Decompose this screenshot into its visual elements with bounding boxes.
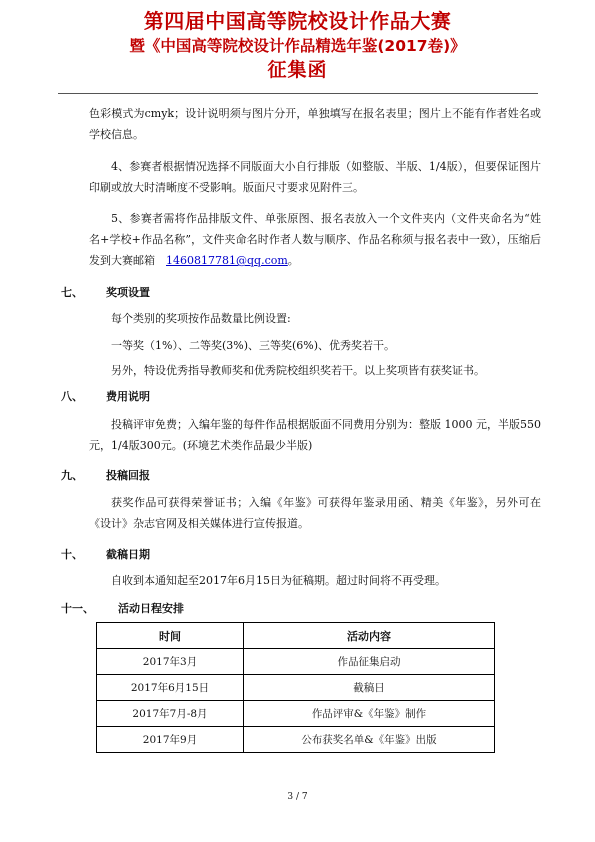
column-header-time: 时间: [97, 623, 244, 649]
section-9-number: 九、: [61, 469, 83, 482]
schedule-activity-cell: 作品评审&《年鉴》制作: [244, 701, 495, 727]
section-7-paragraph-1: 每个类别的奖项按作品数量比例设置:: [111, 312, 291, 325]
title-line-1: 第四届中国高等院校设计作品大赛: [143, 9, 452, 33]
schedule-date-cell: 2017年9月: [97, 727, 244, 753]
section-7-number: 七、: [61, 286, 83, 299]
column-header-activity: 活动内容: [244, 623, 495, 649]
contest-email-link[interactable]: 1460817781@qq.com: [166, 254, 288, 267]
section-8-number: 八、: [61, 390, 83, 403]
section-7-paragraph-3: 另外，特设优秀指导教师奖和优秀院校组织奖若干。以上奖项皆有获奖证书。: [111, 364, 485, 377]
section-9-title: 投稿回报: [106, 469, 150, 482]
intro-paragraph-3-end: 。: [287, 254, 299, 267]
section-10-title: 截稿日期: [106, 548, 150, 561]
page-number: 3 / 7: [287, 792, 308, 802]
intro-paragraph-3-text: 5、参赛者需将作品排版文件、单张原图、报名表放入一个文件夹内（文件夹命名为“姓名+学校+作品名称”，文件夹命名时作者人数与顺序、作品名称须与报名表中一致），压缩后发到大赛邮箱: [89, 212, 541, 267]
section-11-title: 活动日程安排: [118, 602, 184, 615]
schedule-activity-cell: 作品征集启动: [244, 649, 495, 675]
schedule-date-cell: 2017年3月: [97, 649, 244, 675]
schedule-date-cell: 2017年7月-8月: [97, 701, 244, 727]
table-row: [97, 675, 495, 701]
section-8-paragraph-1: 投稿评审免费；入编年鉴的每件作品根据版面不同费用分别为：整版 1000 元，半版550元，1/4版300元。(环境艺术类作品最少半版): [89, 418, 541, 452]
table-row: [97, 649, 495, 675]
schedule-table: [96, 622, 495, 753]
intro-paragraph-3: [89, 208, 541, 271]
section-7-title: 奖项设置: [106, 286, 150, 299]
section-10-number: 十、: [61, 548, 83, 561]
section-8-title: 费用说明: [106, 390, 150, 403]
table-row: [97, 727, 495, 753]
schedule-date-cell: 2017年6月15日: [97, 675, 244, 701]
section-10-paragraph-1: 自收到本通知起至2017年6月15日为征稿期。超过时间将不再受理。: [111, 574, 446, 587]
intro-paragraph-2: 4、参赛者根据情况选择不同版面大小自行排版（如整版、半版、1/4版），但要保证图片印刷或放大时清晰度不受影响。版面尺寸要求见附件三。: [89, 160, 541, 194]
document-header: [0, 8, 595, 82]
header-divider: [58, 93, 538, 94]
section-11-number: 十一、: [61, 602, 94, 615]
table-header-row: [97, 623, 495, 649]
schedule-activity-cell: 公布获奖名单&《年鉴》出版: [244, 727, 495, 753]
schedule-activity-cell: 截稿日: [244, 675, 495, 701]
section-9-paragraph-1: 获奖作品可获得荣誉证书；入编《年鉴》可获得年鉴录用函、精美《年鉴》，另外可在《设计》杂志官网及相关媒体进行宣传报道。: [89, 496, 541, 530]
title-line-2: 暨《中国高等院校设计作品精选年鉴(2017卷)》: [129, 37, 466, 55]
title-line-3: 征集函: [267, 59, 328, 81]
section-7-paragraph-2: 一等奖（1%）、二等奖(3%)、三等奖(6%)、优秀奖若干。: [111, 339, 396, 352]
table-row: [97, 701, 495, 727]
intro-paragraph-1: 色彩模式为cmyk；设计说明须与图片分开，单独填写在报名表里；图片上不能有作者姓名或学校信息。: [89, 107, 541, 141]
